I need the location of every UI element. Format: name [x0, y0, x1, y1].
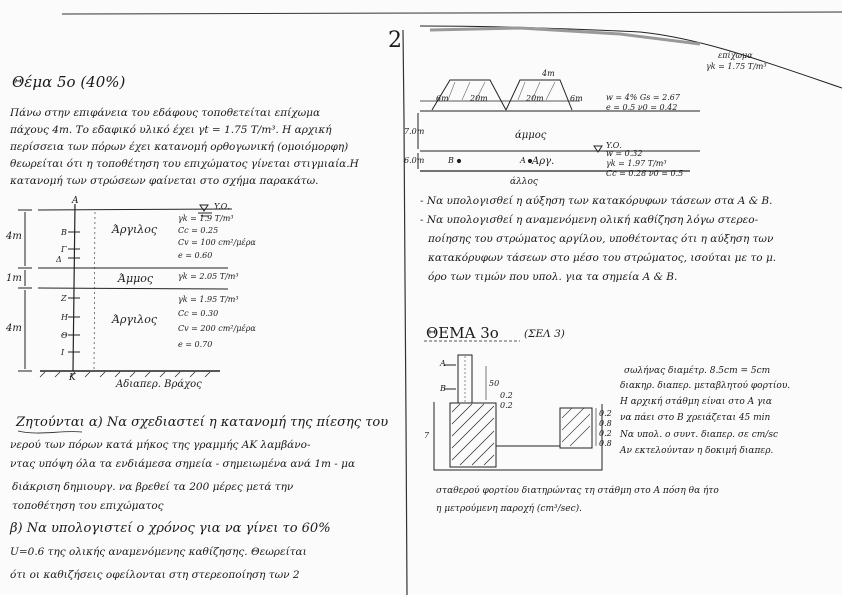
page-number: 2 — [388, 28, 402, 53]
theme3-text-1: σωλήνας διαμέτρ. 8.5cm = 5cm — [624, 366, 771, 376]
top-scan-edge — [62, 12, 842, 14]
bottom-layer-label: άλλος — [510, 177, 538, 187]
upper-layer-prop-2: e = 0.5 ν0 = 0.42 — [606, 103, 678, 112]
question-line-3: ντας υπόψη όλα τα ενδιάμεσα σημεία - σημειωμένα ανά 1m - μα — [10, 458, 356, 470]
theme3-text-2: διακηρ. διαπερ. μεταβλητού φορτίου. — [620, 381, 791, 391]
layer-1-prop-1: γk = 1.9 T/m³ — [178, 214, 234, 223]
width-3: 20m — [526, 94, 544, 103]
theme3-title: ΘΕΜΑ 3ο — [426, 324, 499, 342]
center-divider — [403, 30, 407, 595]
depth-3: 4m — [6, 323, 22, 334]
perm-label-7: 7 — [424, 431, 430, 440]
theme3-note: (ΣΕΛ 3) — [524, 328, 565, 340]
intro-line-1: Πάνω στην επιφάνεια του εδάφους τοποθετείται επίχωμα — [10, 107, 321, 119]
task-line-5: όρο των τιμών που υπολ. για τα σημεία Α & Β. — [428, 271, 678, 283]
perm-label-d4: 0.8 — [599, 419, 612, 428]
question-line-5: τοποθέτηση του επιχώματος — [12, 500, 164, 512]
width-4: 6m — [570, 94, 583, 103]
lower-layer-prop-2: γk = 1.97 T/m³ — [606, 159, 667, 168]
perm-label-d5: 0.2 — [599, 429, 612, 438]
intro-line-5: κατανομή των στρώσεων φαίνεται στο σχήμα παρακάτω. — [10, 175, 319, 187]
layer-1-prop-2: Cc = 0.25 — [178, 226, 219, 235]
theme3-text-3: Η αρχική στάθμη είναι στο Α για — [620, 397, 772, 407]
question-line-7: U=0.6 της ολικής αναμενόμενης καθίζησης. Θεωρείται — [10, 546, 307, 558]
permeameter-figure — [434, 355, 602, 470]
point-a-right: Α — [520, 156, 526, 165]
width-2: 20m — [470, 94, 488, 103]
perm-label-b: B — [440, 384, 446, 393]
point-i: I — [61, 348, 65, 357]
layer-3-prop-2: Cc = 0.30 — [178, 309, 219, 318]
point-b-right: Β — [448, 156, 454, 165]
problem5-title: Θέμα 5ο (40%) — [12, 73, 126, 91]
lower-layer-name: Αργ. — [532, 156, 555, 167]
layer-3-prop-1: γk = 1.95 T/m³ — [178, 295, 239, 304]
water-table-label: Y.Ο. — [214, 202, 230, 211]
point-k-label: K — [69, 373, 76, 383]
theme3-text-6: Αν εκτελούνταν η δοκιμή διαπερ. — [620, 446, 774, 456]
perm-label-d1: 0.2 — [500, 391, 513, 400]
upper-layer-name: άμμος — [515, 130, 547, 141]
perm-label-d2: 0.2 — [500, 401, 513, 410]
intro-line-2: πάχους 4m. Το εδαφικό υλικό έχει γt = 1.75 T/m³. Η αρχική — [10, 124, 332, 136]
layer-3-name: Άργιλος — [112, 313, 158, 326]
perm-label-a: A — [440, 359, 446, 368]
layer-2-name: Άμμος — [118, 272, 154, 285]
task-line-2: - Να υπολογισθεί η αναμενόμενη ολική καθίζηση λόγω στερεο- — [420, 214, 759, 226]
task-line-1: - Να υπολογισθεί η αύξηση των κατακόρυφων τάσεων στα Α & Β. — [420, 195, 773, 207]
water-table-right: Y.Ο. — [606, 141, 622, 150]
bedrock-label: Αδιαπερ. Βράχος — [116, 379, 202, 390]
depth-upper: 7.0m — [404, 127, 425, 136]
perm-label-d3: 0.2 — [599, 409, 612, 418]
lower-layer-prop-1: w = 0.32 — [606, 149, 643, 158]
theme3-text-5: Να υπολ. ο συντ. διαπερ. σε cm/sc — [620, 430, 778, 440]
depth-lower: 6.0m — [404, 156, 425, 165]
question-line-8: ότι οι καθιζήσεις οφείλονται στη στερεοποίηση των 2 — [10, 569, 300, 581]
point-h: H — [61, 313, 68, 322]
point-th: Θ — [61, 331, 68, 340]
theme3-text-8: η μετρούμενη παροχή (cm³/sec). — [436, 504, 582, 514]
embankment-label: επίχωμα — [718, 51, 753, 60]
layer-2-prop-1: γk = 2.05 T/m³ — [178, 272, 239, 281]
layer-3-prop-3: Cv = 200 cm²/μέρα — [178, 324, 256, 333]
layer-1-prop-4: e = 0.60 — [178, 251, 213, 260]
perm-label-d6: 0.8 — [599, 439, 612, 448]
point-b: B — [61, 228, 67, 237]
embankment-height: 4m — [542, 69, 555, 78]
point-z: Z — [61, 294, 67, 303]
theme3-text-4: να πάει στο Β χρειάζεται 45 min — [620, 413, 771, 423]
layer-1-name: Άργιλος — [112, 223, 158, 236]
lower-layer-prop-3: Cc = 0.28 ν0 = 0.5 — [606, 169, 684, 178]
width-1: 6m — [436, 94, 449, 103]
question-line-4: διάκριση δημιουργ. να βρεθεί τα 200 μέρες μετά την — [12, 481, 294, 493]
layer-3-prop-4: e = 0.70 — [178, 340, 213, 349]
layer-1-prop-3: Cv = 100 cm²/μέρα — [178, 238, 256, 247]
theme3-text-7: σταθερού φορτίου διατηρώντας τη στάθμη στο Α πόση θα ήτο — [436, 486, 719, 496]
upper-layer-prop-1: w = 4% Gs = 2.67 — [606, 93, 680, 102]
intro-line-4: θεωρείται ότι η τοποθέτηση του επιχώματος γίνεται στιγμιαία.Η — [10, 158, 359, 170]
embankment-gamma: γk = 1.75 T/m³ — [706, 62, 767, 71]
point-g: Γ — [61, 245, 67, 254]
question-line-6: β) Να υπολογιστεί ο χρόνος για να γίνει το 60% — [10, 521, 331, 536]
point-d: Δ — [56, 255, 62, 264]
depth-1: 4m — [6, 231, 22, 242]
task-line-4: κατακόρυφων τάσεων στο μέσο του στρώματος, ισούται με το μ. — [428, 252, 777, 264]
task-line-3: ποίησης του στρώματος αργίλου, υποθέτοντας ότι η αύξηση των — [428, 233, 774, 245]
perm-label-50: 50 — [489, 379, 500, 388]
point-a-label: A — [72, 196, 79, 206]
question-line-2: νερού των πόρων κατά μήκος της γραμμής ΑΚ λαμβάνο- — [10, 439, 311, 451]
intro-line-3: περίσσεια των πόρων έχει κατανομή ορθογωνική (ομοιόμορφη) — [10, 141, 349, 153]
depth-2: 1m — [6, 273, 22, 284]
question-line-1: Ζητούνται α) Να σχεδιαστεί η κατανομή της πίεσης του — [16, 415, 389, 430]
